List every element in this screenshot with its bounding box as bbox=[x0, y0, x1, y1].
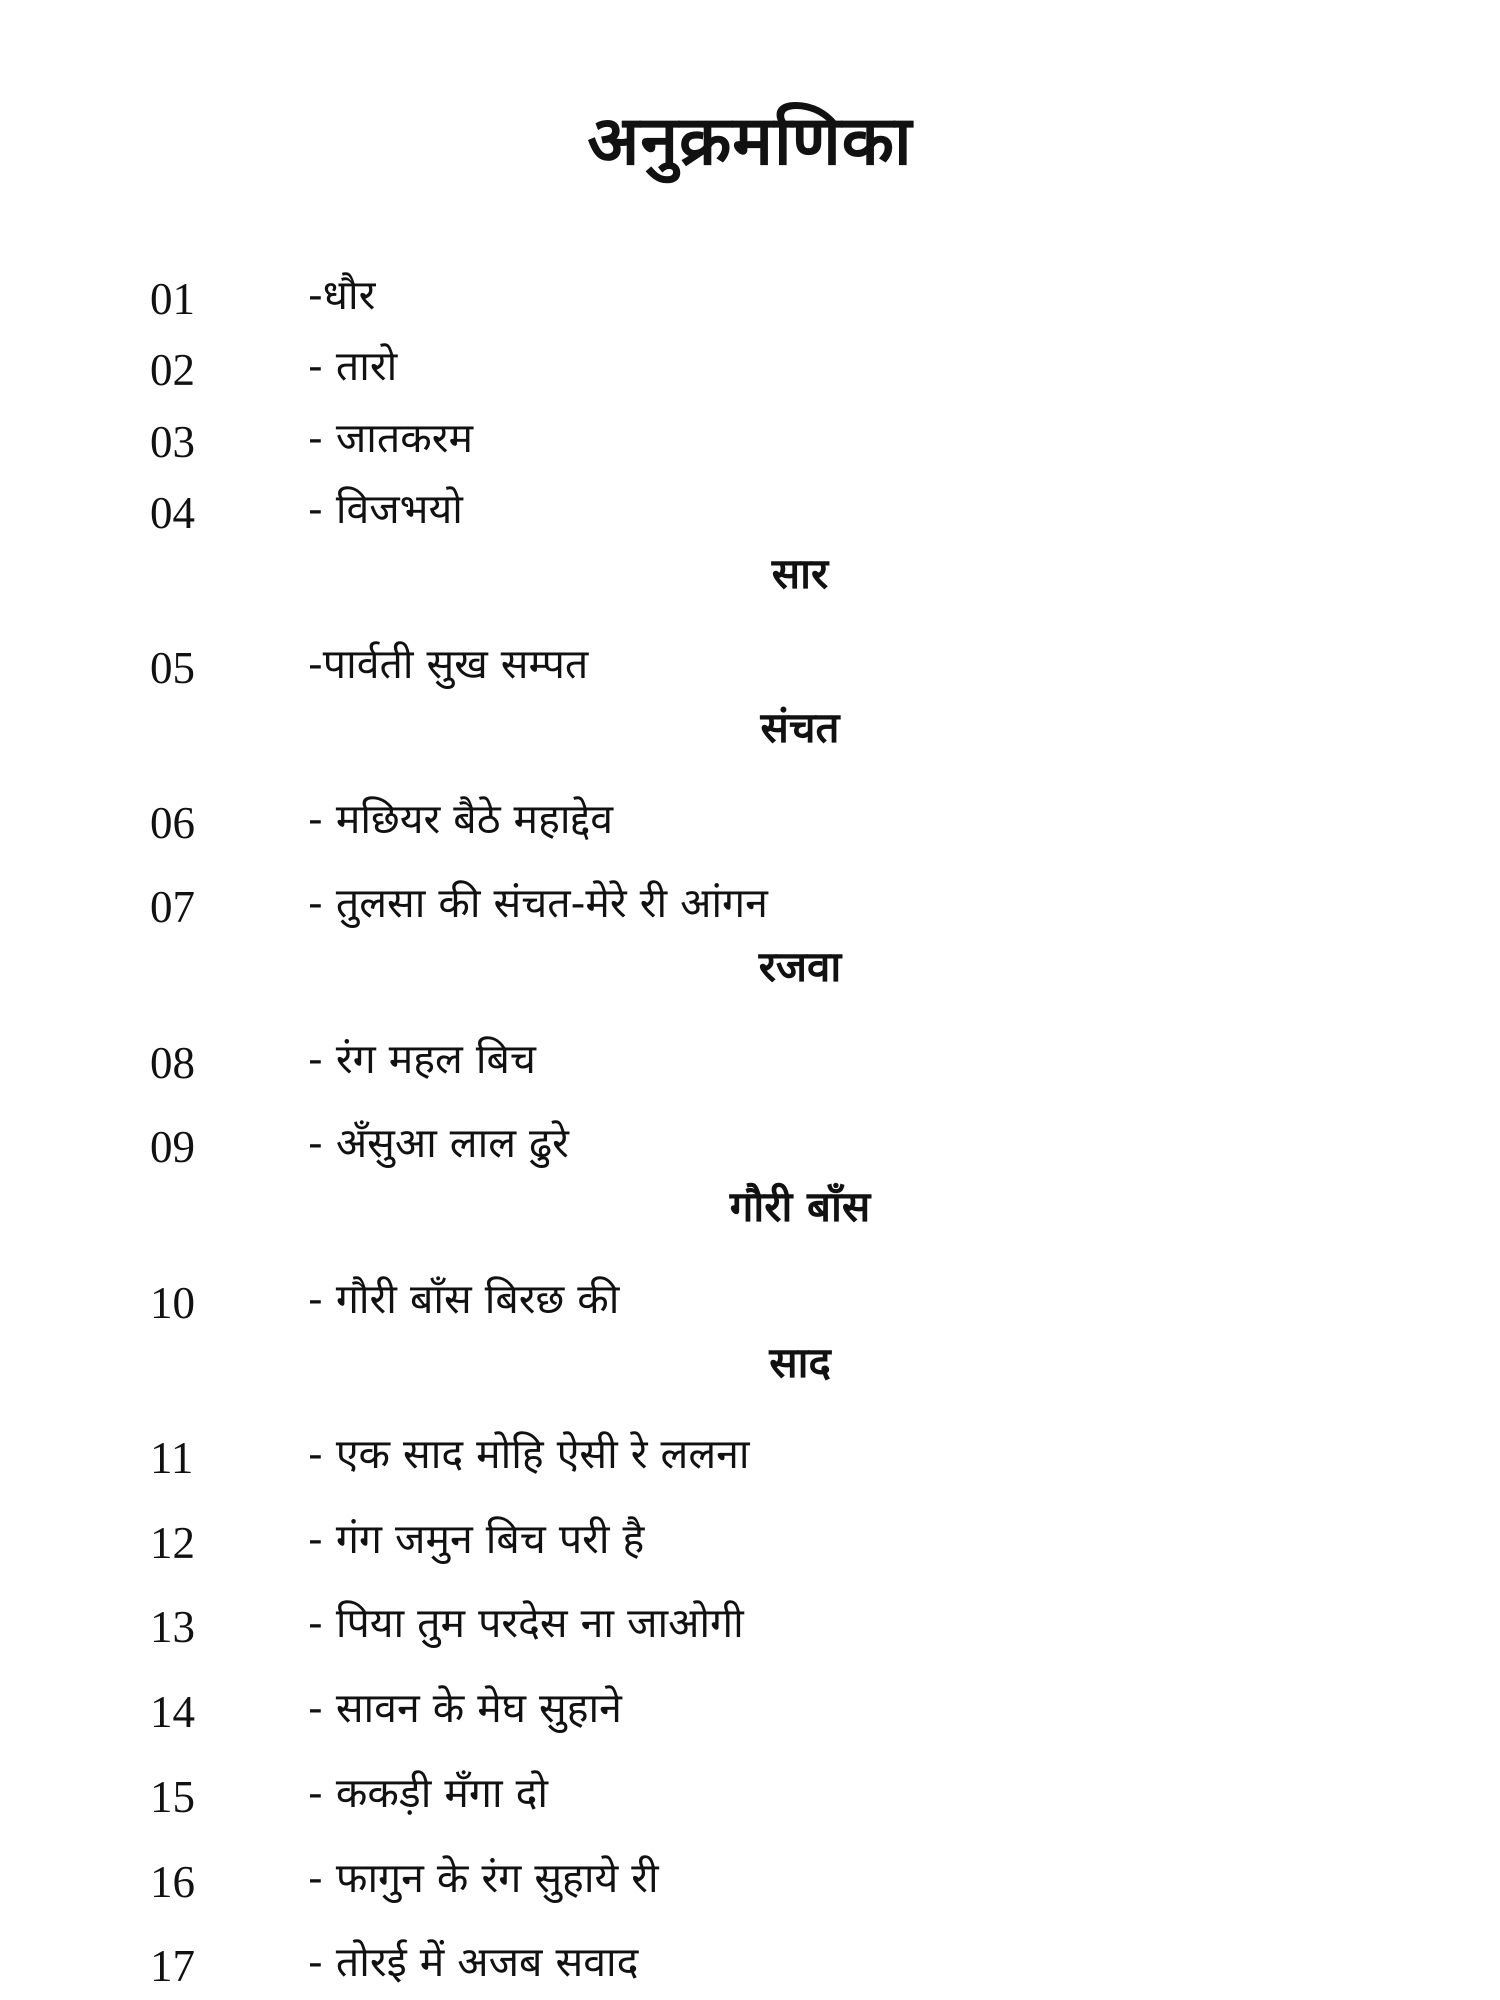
entry-number: 11 bbox=[150, 1433, 194, 1483]
entry-number: 01 bbox=[150, 274, 195, 324]
page-title: अनुक्रमणिका bbox=[587, 102, 913, 181]
entry-title: - तारो bbox=[308, 342, 398, 390]
entry-title: - पिया तुम परदेस ना जाओगी bbox=[308, 1599, 744, 1647]
entry-title: -पार्वती सुख सम्पत bbox=[308, 640, 589, 688]
entry-title: - विजभयो bbox=[308, 485, 463, 533]
entry-title: - ककड़ी मँगा दो bbox=[308, 1769, 549, 1817]
entry-title: - सावन के मेघ सुहाने bbox=[308, 1684, 622, 1732]
entry-number: 14 bbox=[150, 1687, 195, 1737]
entry-number: 05 bbox=[150, 643, 195, 693]
entry-number: 12 bbox=[150, 1518, 195, 1568]
entry-number: 02 bbox=[150, 345, 195, 395]
section-heading: साद bbox=[769, 1338, 831, 1387]
entry-number: 04 bbox=[150, 488, 195, 538]
entry-number: 16 bbox=[150, 1857, 195, 1907]
entry-title: - फागुन के रंग सुहाये री bbox=[308, 1854, 659, 1902]
entry-number: 03 bbox=[150, 417, 195, 467]
entry-number: 15 bbox=[150, 1772, 195, 1822]
entry-title: - एक साद मोहि ऐसी रे ललना bbox=[308, 1430, 750, 1478]
entry-title: - तुलसा की संचत-मेरे री आंगन bbox=[308, 879, 768, 927]
entry-title: - मछियर बैठे महाद्देव bbox=[308, 795, 614, 843]
section-heading: संचत bbox=[760, 703, 840, 752]
entry-number: 10 bbox=[150, 1278, 195, 1328]
entry-number: 07 bbox=[150, 882, 195, 932]
entry-title: - गंग जमुन बिच परी है bbox=[308, 1515, 645, 1563]
entry-number: 17 bbox=[150, 1941, 195, 1991]
entry-title: - रंग महल बिच bbox=[308, 1035, 536, 1083]
section-heading: रजवा bbox=[758, 942, 842, 991]
entry-title: - जातकरम bbox=[308, 414, 474, 462]
section-heading: सार bbox=[771, 549, 829, 598]
section-heading: गौरी बाँस bbox=[729, 1182, 871, 1231]
entry-number: 13 bbox=[150, 1602, 195, 1652]
entry-number: 06 bbox=[150, 798, 195, 848]
entry-number: 09 bbox=[150, 1122, 195, 1172]
entry-title: - अँसुआ लाल ढुरे bbox=[308, 1119, 569, 1167]
entry-title: - गौरी बाँस बिरछ की bbox=[308, 1275, 620, 1323]
entry-title: -धौर bbox=[308, 271, 376, 319]
entry-number: 08 bbox=[150, 1038, 195, 1088]
entry-title: - तोरई में अजब सवाद bbox=[308, 1938, 639, 1986]
